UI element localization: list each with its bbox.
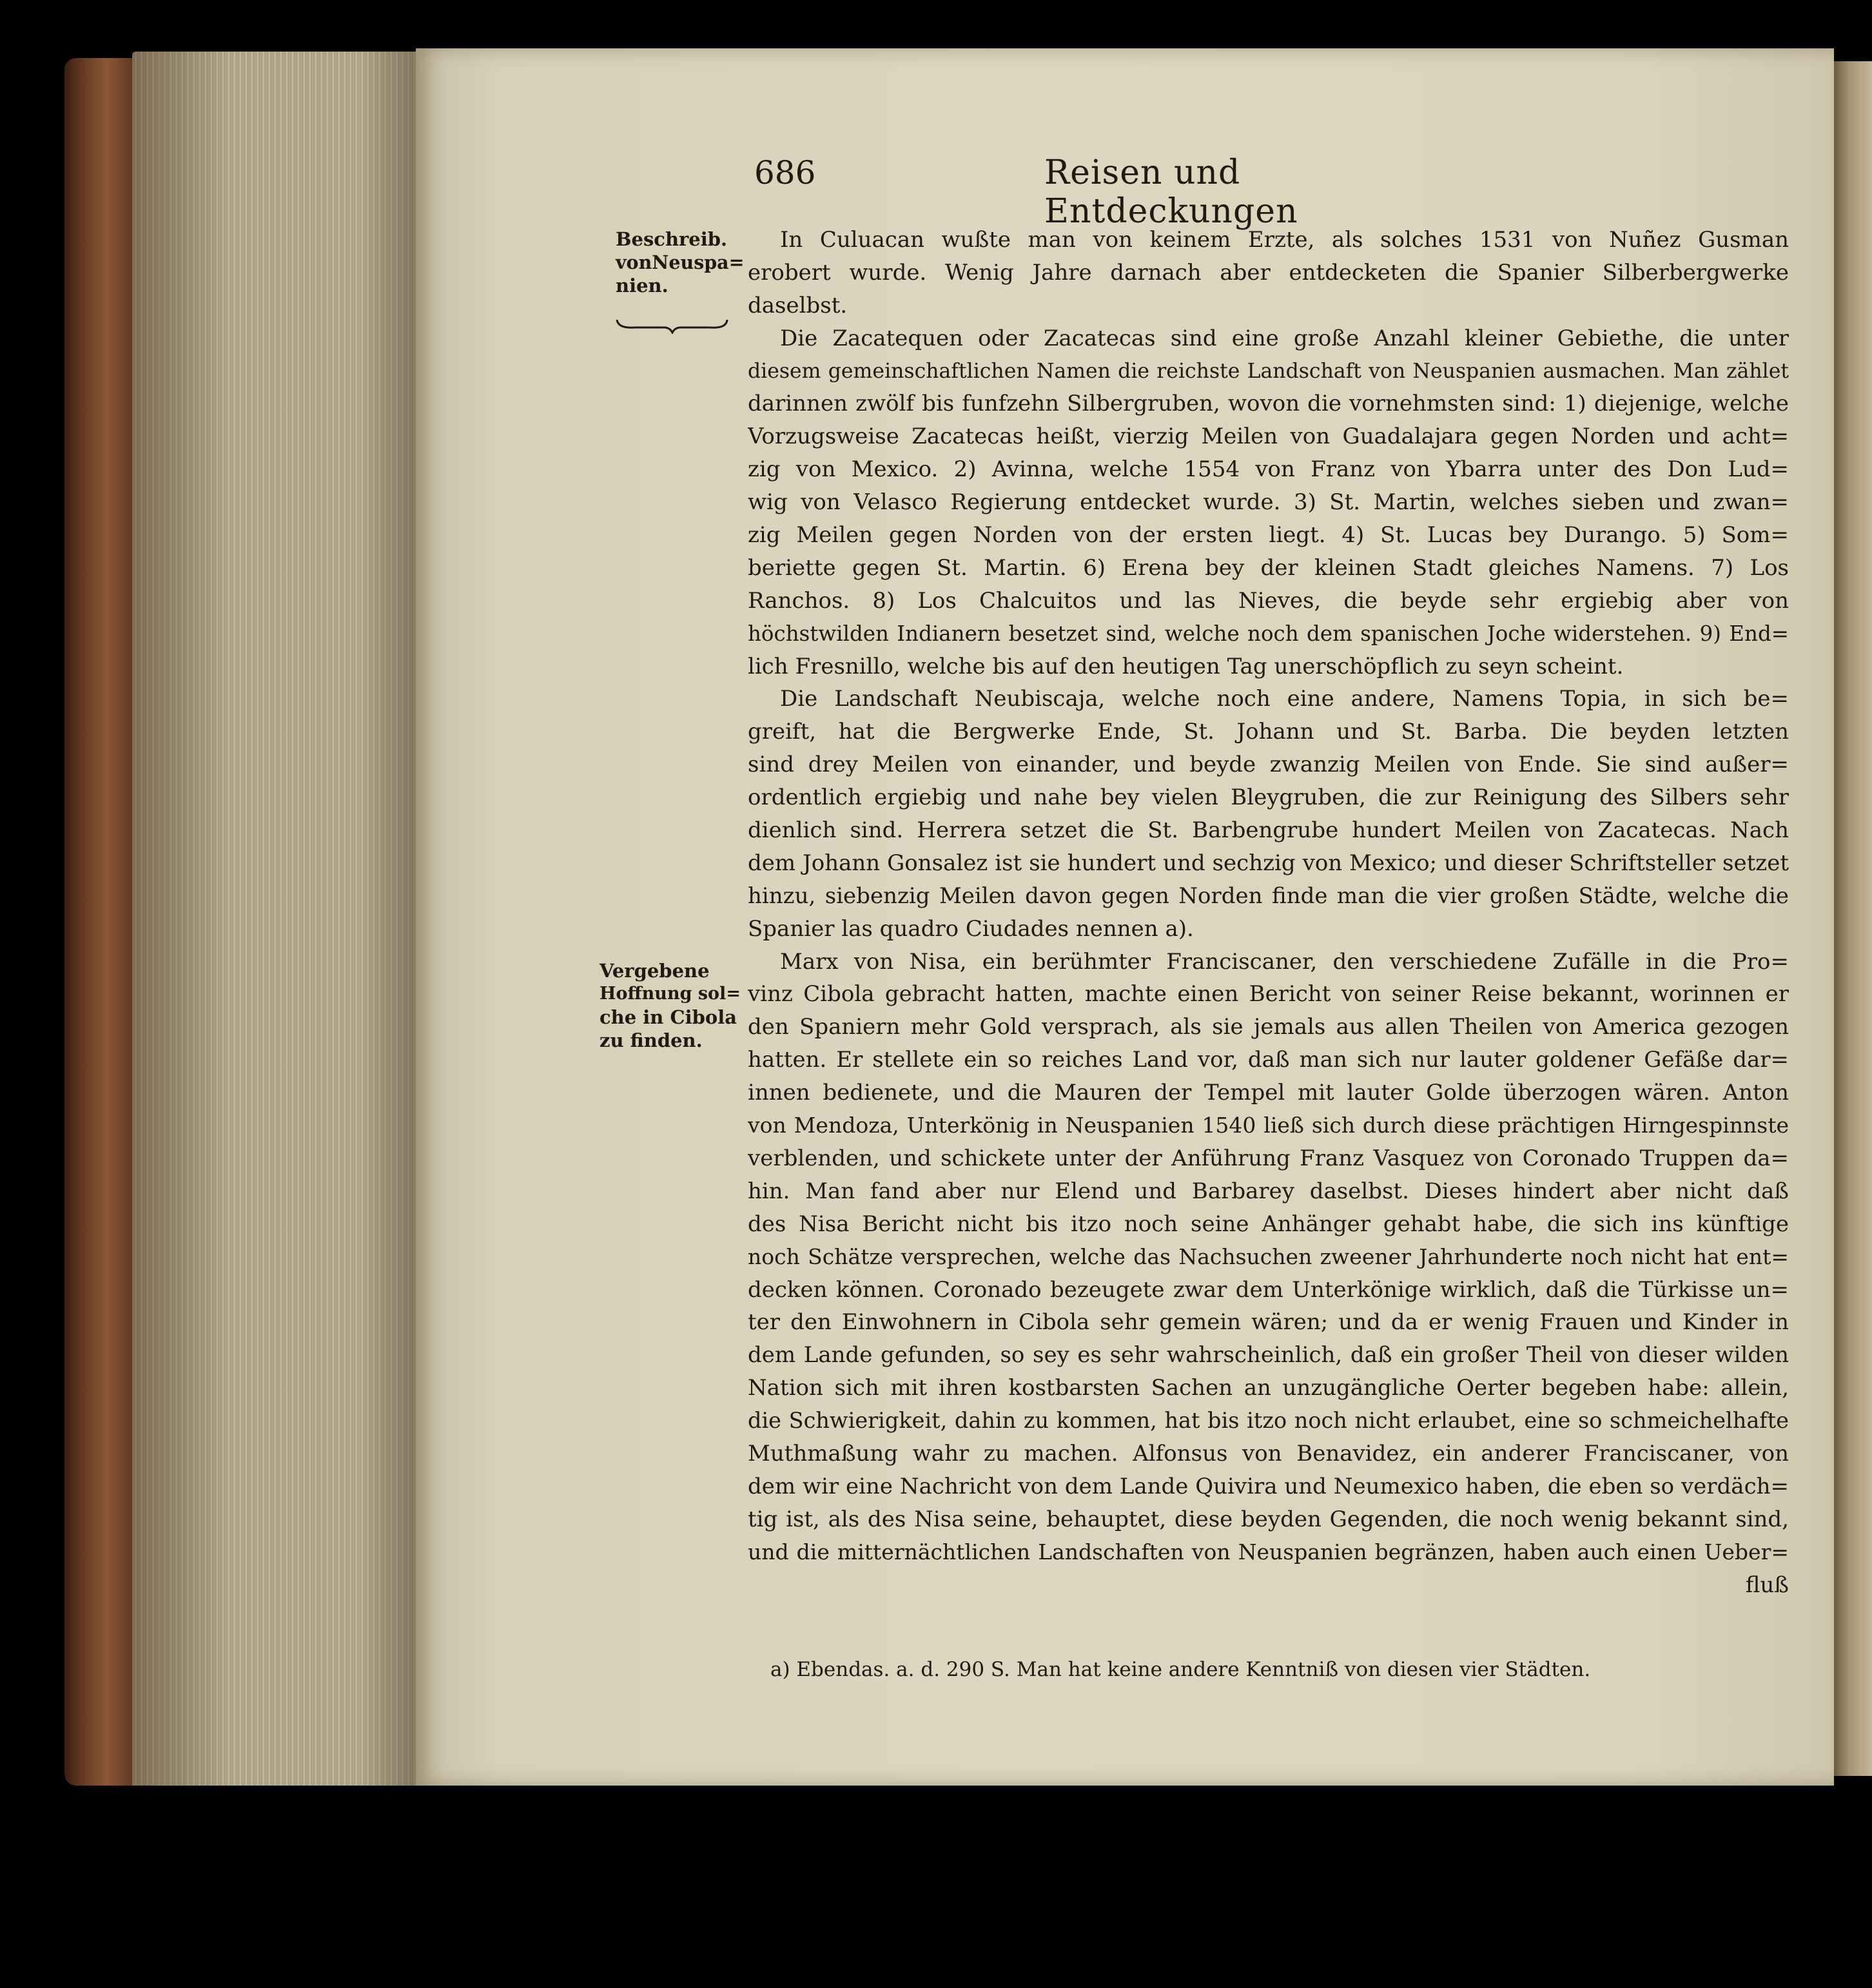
text-line: den Spaniern mehr Gold versprach, als sie jemals aus allen Theilen von America gezogen [748,1014,1789,1040]
text-line: dem Lande gefunden, so sey es sehr wahrscheinlich, daß ein großer Theil von dieser wilden [748,1342,1789,1369]
text-line: höchstwilden Indianern besetzet sind, welche noch dem spanischen Joche widerstehen. 9) End= [748,621,1789,646]
text-line: decken können. Coronado bezeugete zwar dem Unterkönige wirklich, daß die Türkisse un= [748,1276,1789,1303]
margin-note-line: zu finden. [600,1029,703,1051]
page-edges-shadow [132,52,416,1786]
text-line: Ranchos. 8) Los Chalcuitos und las Nieves, die beyde sehr ergiebig aber von [748,587,1789,614]
text-line: vinz Cibola gebracht hatten, machte einen Bericht von seiner Reise bekannt, worinnen er [748,981,1789,1008]
text-line: zig von Mexico. 2) Avinna, welche 1554 von Franz von Ybarra unter des Don Lud= [748,456,1789,483]
text-line: erobert wurde. Wenig Jahre darnach aber entdecketen die Spanier Silberbergwerke [748,259,1789,286]
text-line: Vorzugsweise Zacatecas heißt, vierzig Meilen von Guadalajara gegen Norden und acht= [748,424,1789,450]
text-line: verblenden, und schickete unter der Anführung Franz Vasquez von Coronado Truppen da= [748,1145,1789,1171]
text-line: Muthmaßung wahr zu machen. Alfonsus von Benavidez, ein anderer Franciscaner, von [748,1440,1789,1467]
margin-note-line: Hoffnung sol= [600,984,741,1004]
text-line: beriette gegen St. Martin. 6) Erena bey der kleinen Stadt gleiches Namens. 7) Los [748,554,1789,581]
text-line: des Nisa Bericht nicht bis itzo noch seine Anhänger gehabt habe, die sich ins künftige [748,1211,1789,1237]
body-text [748,224,1789,1601]
text-line: die Schwierigkeit, dahin zu kommen, hat bis itzo noch nicht erlaubet, eine so schmeichelhafte [748,1408,1789,1434]
margin-note-line: Beschreib. [616,228,728,250]
catchword: fluß [1745,1572,1789,1598]
text-line: hinzu, siebenzig Meilen davon gegen Norden finde man die vier großen Städte, welche die [748,882,1789,909]
running-head: Reisen und Entdeckungen [1044,153,1298,231]
text-line: noch Schätze versprechen, welche das Nachsuchen zweener Jahrhunderte noch nicht hat ent= [748,1243,1789,1269]
text-line: dem Johann Gonsalez ist sie hundert und sechzig von Mexico; und dieser Schriftsteller setzet [748,850,1789,876]
footnote: a) Ebendas. a. d. 290 S. Man hat keine andere Kenntniß von diesen vier Städten. [770,1658,1591,1681]
text-line: diesem gemeinschaftlichen Namen die reichste Landschaft von Neuspanien ausmachen. Man zählet [748,359,1789,383]
text-line: sind drey Meilen von einander, und beyde zwanzig Meilen von Ende. Sie sind außer= [748,752,1789,778]
margin-note-description [616,228,745,297]
text-line: ter den Einwohnern in Cibola sehr gemein wären; und da er wenig Frauen und Kinder in [748,1309,1789,1336]
text-line: tig ist, als des Nisa seine, behauptet, diese beyden Gegenden, die noch wenig bekannt sind, [748,1506,1789,1532]
text-line: hin. Man fand aber nur Elend und Barbarey daselbst. Dieses hindert aber nicht daß [748,1178,1789,1204]
page-number: 686 [754,154,816,191]
text-line: ordentlich ergiebig und nahe bey vielen Bleygruben, die zur Reinigung des Silbers sehr [748,784,1789,811]
text-line: Marx von Nisa, ein berühmter Franciscaner, den verschiedene Zufälle in die Pro= [780,948,1789,975]
text-line: greift, hat die Bergwerke Ende, St. Johann und St. Barba. Die beyden letzten [748,719,1789,745]
text-line: In Culuacan wußte man von keinem Erzte, als solches 1531 von Nuñez Gusman [780,227,1789,253]
text-line: Nation sich mit ihren kostbarsten Sachen an unzugängliche Oerter begeben habe: allein, [748,1375,1789,1401]
text-line: hatten. Er stellete ein so reiches Land vor, daß man sich nur lauter goldener Gefäße dar= [748,1047,1789,1073]
margin-note-line: nien. [616,275,668,297]
margin-note-cibola [600,959,741,1052]
text-line: daselbst. [748,292,848,318]
text-line: lich Fresnillo, welche bis auf den heutigen Tag unerschöpflich zu seyn scheint. [748,653,1624,679]
margin-note-line: vonNeuspa= [616,251,745,273]
facing-page-edge [1834,61,1872,1776]
page-header [754,153,1476,231]
text-line: zig Meilen gegen Norden von der ersten liegt. 4) St. Lucas bey Durango. 5) Som= [748,522,1789,549]
margin-brace-icon [616,317,728,334]
text-line: innen bedienete, und die Mauren der Tempel mit lauter Golde überzogen wären. Anton [748,1080,1789,1106]
text-line: von Mendoza, Unterkönig in Neuspanien 1540 ließ sich durch diese prächtigen Hirngespinnste [748,1113,1789,1138]
margin-note-line: che in Cibola [600,1006,737,1028]
text-line: dienlich sind. Herrera setzet die St. Barbengrube hundert Meilen von Zacatecas. Nach [748,817,1789,844]
text-line: Die Zacatequen oder Zacatecas sind eine große Anzahl kleiner Gebiethe, die unter [780,325,1789,351]
text-line: wig von Velasco Regierung entdecket wurde. 3) St. Martin, welches sieben und zwan= [748,489,1789,516]
text-line: und die mitternächtlichen Landschaften von Neuspanien begränzen, haben auch einen Ueber= [748,1539,1789,1564]
margin-note-line: Vergebene [600,960,710,982]
text-line: dem wir eine Nachricht von dem Lande Quivira und Neumexico haben, die eben so verdäch= [748,1473,1789,1499]
text-line: darinnen zwölf bis funfzehn Silbergruben, wovon die vornehmsten sind: 1) diejenige, welche [748,391,1789,417]
book-cover-edge [64,58,135,1786]
text-line: Die Landschaft Neubiscaja, welche noch eine andere, Namens Topia, in sich be= [780,686,1789,712]
text-line: Spanier las quadro Ciudades nennen a). [748,915,1194,942]
